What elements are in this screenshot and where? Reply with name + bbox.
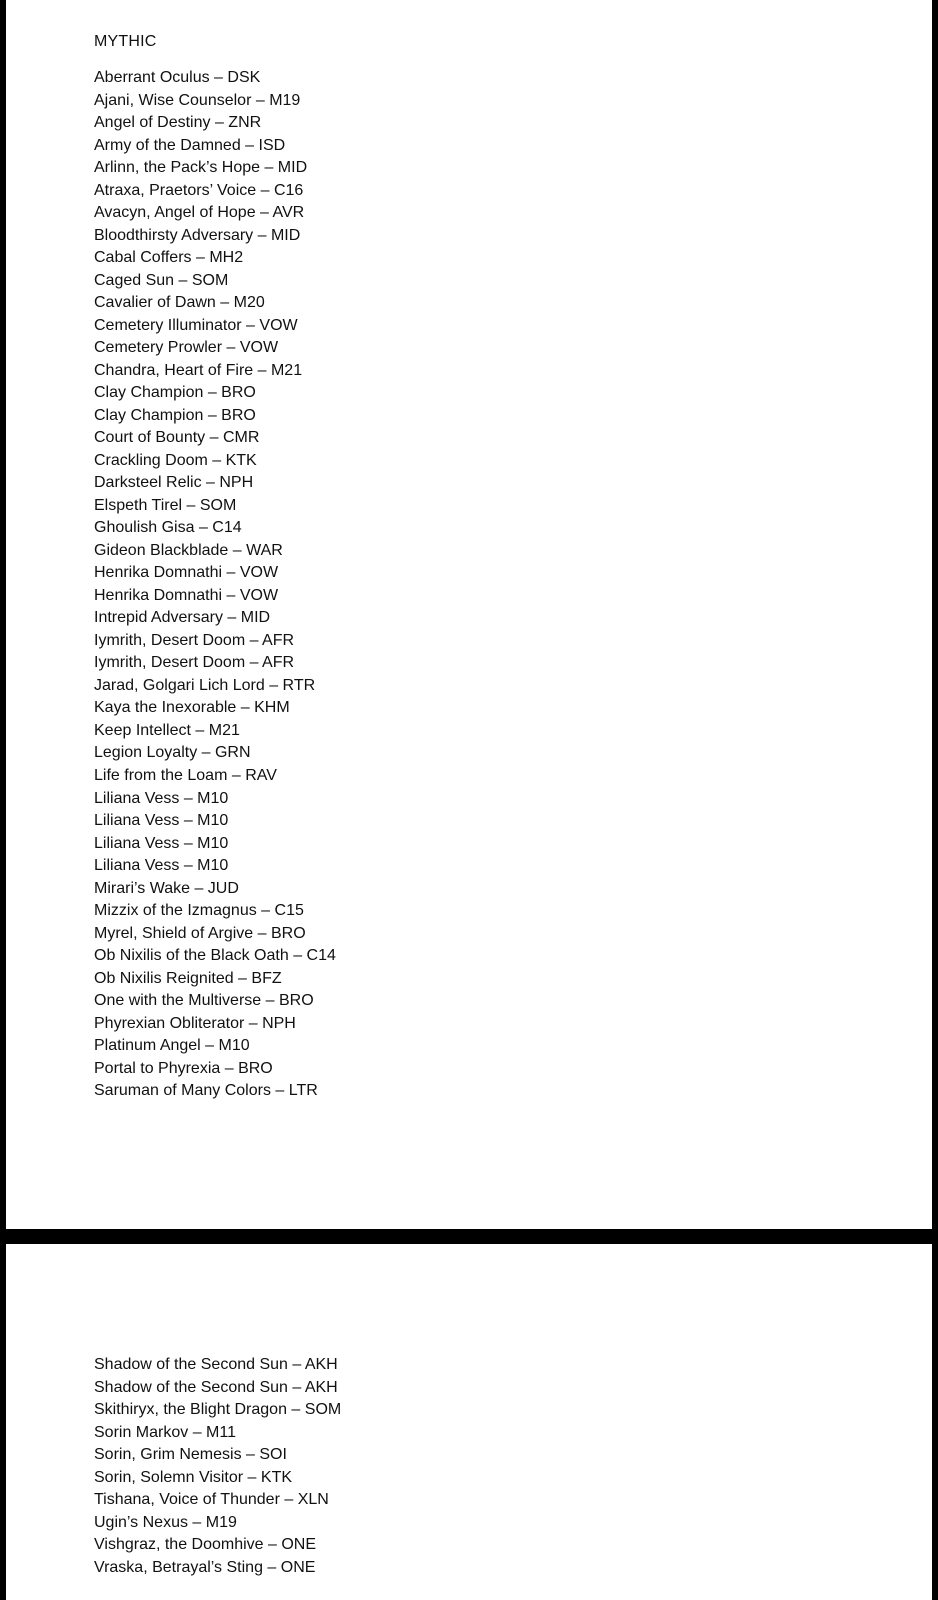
card-entry: Skithiryx, the Blight Dragon – SOM — [94, 1401, 342, 1419]
card-entry: Caged Sun – SOM — [94, 271, 229, 289]
card-entry: Saruman of Many Colors – LTR — [94, 1082, 318, 1100]
document-page-2 — [6, 1244, 932, 1600]
card-entry: Ob Nixilis of the Black Oath – C14 — [94, 947, 336, 965]
card-entry: One with the Multiverse – BRO — [94, 992, 314, 1010]
card-entry: Ghoulish Gisa – C14 — [94, 519, 242, 537]
card-entry: Platinum Angel – M10 — [94, 1037, 250, 1055]
card-entry: Vishgraz, the Doomhive – ONE — [94, 1536, 317, 1554]
card-entry: Vraska, Betrayal’s Sting – ONE — [94, 1558, 316, 1576]
card-entry: Tishana, Voice of Thunder – XLN — [94, 1491, 329, 1509]
card-entry: Clay Champion – BRO — [94, 406, 256, 424]
card-entry: Legion Loyalty – GRN — [94, 744, 251, 762]
card-entry: Cemetery Illuminator – VOW — [94, 316, 298, 334]
document-page-1 — [6, 0, 932, 1229]
card-entry: Iymrith, Desert Doom – AFR — [94, 631, 295, 649]
card-entry: Cavalier of Dawn – M20 — [94, 294, 265, 312]
card-entry: Ob Nixilis Reignited – BFZ — [94, 969, 282, 987]
card-entry: Keep Intellect – M21 — [94, 721, 240, 739]
card-entry: Liliana Vess – M10 — [94, 789, 229, 807]
card-entry: Chandra, Heart of Fire – M21 — [94, 361, 303, 379]
card-entry: Ugin’s Nexus – M19 — [94, 1513, 237, 1531]
card-entry: Kaya the Inexorable – KHM — [94, 699, 290, 717]
card-entry: Intrepid Adversary – MID — [94, 609, 271, 627]
card-entry: Mirari’s Wake – JUD — [94, 879, 239, 897]
card-entry: Henrika Domnathi – VOW — [94, 564, 279, 582]
card-entry: Cabal Coffers – MH2 — [94, 249, 244, 267]
card-entry: Avacyn, Angel of Hope – AVR — [94, 204, 305, 222]
card-list-page-2 — [94, 1354, 341, 1579]
card-entry: Liliana Vess – M10 — [94, 834, 229, 852]
card-entry: Gideon Blackblade – WAR — [94, 541, 283, 559]
card-entry: Henrika Domnathi – VOW — [94, 586, 279, 604]
card-entry: Sorin, Grim Nemesis – SOI — [94, 1446, 287, 1464]
card-entry: Phyrexian Obliterator – NPH — [94, 1014, 296, 1032]
card-list-page-1 — [94, 67, 336, 1103]
card-entry: Cemetery Prowler – VOW — [94, 339, 279, 357]
card-entry: Aberrant Oculus – DSK — [94, 69, 261, 86]
card-entry: Sorin Markov – M11 — [94, 1423, 236, 1441]
card-entry: Angel of Destiny – ZNR — [94, 114, 262, 132]
card-entry: Atraxa, Praetors’ Voice – C16 — [94, 181, 304, 199]
card-entry: Ajani, Wise Counselor – M19 — [94, 91, 301, 109]
card-entry: Shadow of the Second Sun – AKH — [94, 1356, 338, 1373]
card-entry: Myrel, Shield of Argive – BRO — [94, 924, 306, 942]
card-entry: Life from the Loam – RAV — [94, 766, 277, 784]
card-entry: Army of the Damned – ISD — [94, 136, 286, 154]
card-entry: Elspeth Tirel – SOM — [94, 496, 237, 514]
card-entry: Jarad, Golgari Lich Lord – RTR — [94, 676, 316, 694]
card-entry: Arlinn, the Pack’s Hope – MID — [94, 159, 308, 177]
card-entry: Liliana Vess – M10 — [94, 857, 229, 875]
card-entry: Mizzix of the Izmagnus – C15 — [94, 902, 304, 920]
card-entry: Court of Bounty – CMR — [94, 429, 260, 447]
card-entry: Portal to Phyrexia – BRO — [94, 1059, 273, 1077]
card-entry: Iymrith, Desert Doom – AFR — [94, 654, 295, 672]
card-entry: Crackling Doom – KTK — [94, 451, 257, 469]
card-entry: Bloodthirsty Adversary – MID — [94, 226, 301, 244]
card-entry: Liliana Vess – M10 — [94, 812, 229, 830]
card-entry: Darksteel Relic – NPH — [94, 474, 254, 492]
card-entry: Shadow of the Second Sun – AKH — [94, 1378, 338, 1396]
card-entry: Sorin, Solemn Visitor – KTK — [94, 1468, 293, 1486]
card-entry: Clay Champion – BRO — [94, 384, 256, 402]
rarity-heading: MYTHIC — [94, 33, 157, 50]
